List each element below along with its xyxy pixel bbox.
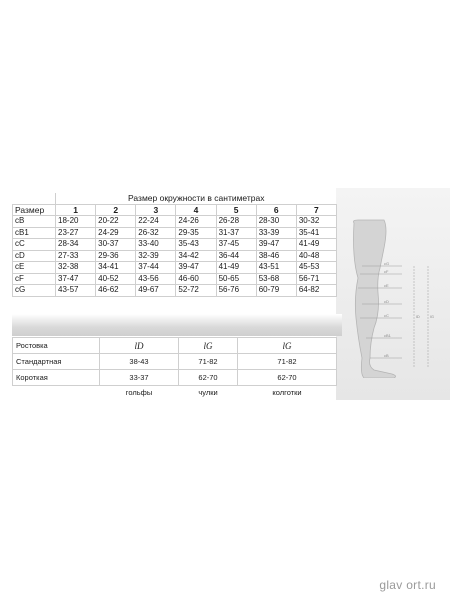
size-cell: 32-39	[136, 250, 176, 262]
size-cell: 33-40	[136, 239, 176, 251]
size-row-label: cD	[13, 250, 56, 262]
leg-measurement-figure	[344, 218, 444, 378]
figure-label-cB: cB	[384, 353, 389, 358]
size-header-row	[13, 204, 337, 216]
size-number: 3	[136, 204, 176, 216]
size-cell: 40-48	[296, 250, 336, 262]
size-cell: 24-29	[96, 227, 136, 239]
divider-band	[12, 314, 342, 336]
figure-label-cD: cD	[384, 299, 389, 304]
size-cell: 18-20	[56, 216, 96, 228]
size-number: 6	[256, 204, 296, 216]
size-cell: 37-44	[136, 262, 176, 274]
size-cell: 26-32	[136, 227, 176, 239]
length-footer-row	[13, 386, 337, 399]
length-cell: 62-70	[238, 370, 337, 386]
size-cell: 40-52	[96, 273, 136, 285]
length-row	[13, 354, 337, 370]
size-cell: 29-35	[176, 227, 216, 239]
size-cell: 64-82	[296, 285, 336, 297]
size-cell: 52-72	[176, 285, 216, 297]
size-cell: 37-47	[56, 273, 96, 285]
size-cell: 29-36	[96, 250, 136, 262]
size-row-label: cB	[13, 216, 56, 228]
size-cell: 28-30	[256, 216, 296, 228]
size-cell: 26-28	[216, 216, 256, 228]
size-row	[13, 285, 337, 297]
length-column-header: lD	[100, 338, 179, 354]
length-column-header: lG	[238, 338, 337, 354]
size-cell: 60-79	[256, 285, 296, 297]
size-cell: 56-71	[296, 273, 336, 285]
size-row-label: cE	[13, 262, 56, 274]
size-cell: 39-47	[176, 262, 216, 274]
size-cell: 43-56	[136, 273, 176, 285]
size-cell: 33-39	[256, 227, 296, 239]
size-number: 2	[96, 204, 136, 216]
size-cell: 50-65	[216, 273, 256, 285]
size-cell: 24-26	[176, 216, 216, 228]
size-cell: 35-43	[176, 239, 216, 251]
size-table-title: Размер окружности в сантиметрах	[56, 193, 337, 204]
size-cell: 41-49	[216, 262, 256, 274]
length-table	[12, 337, 337, 398]
figure-label-lD: lD	[416, 314, 420, 319]
size-row-label: cF	[13, 273, 56, 285]
size-cell: 27-33	[56, 250, 96, 262]
figure-label-cE: cE	[384, 283, 389, 288]
size-cell: 49-67	[136, 285, 176, 297]
size-row	[13, 273, 337, 285]
size-cell: 30-32	[296, 216, 336, 228]
size-cell: 56-76	[216, 285, 256, 297]
size-cell: 43-51	[256, 262, 296, 274]
size-cell: 53-68	[256, 273, 296, 285]
size-label: Размер	[13, 204, 56, 216]
product-label-tights: колготки	[272, 387, 302, 397]
size-cell: 36-44	[216, 250, 256, 262]
size-row	[13, 227, 337, 239]
figure-label-cC: cC	[384, 313, 389, 318]
size-row-label: cB1	[13, 227, 56, 239]
length-cell: 71-82	[179, 354, 238, 370]
figure-label-lG: lG	[430, 314, 434, 319]
length-row-label: Стандартная	[13, 354, 100, 370]
length-header-row	[13, 338, 337, 354]
size-cell: 30-37	[96, 239, 136, 251]
figure-label-cF: cF	[384, 269, 389, 274]
size-cell: 46-62	[96, 285, 136, 297]
watermark: glav ort.ru	[379, 578, 436, 592]
size-cell: 20-22	[96, 216, 136, 228]
length-row-label: Короткая	[13, 370, 100, 386]
figure-label-cB1: cB1	[384, 333, 391, 338]
size-cell: 23-27	[56, 227, 96, 239]
leg-silhouette	[354, 220, 396, 378]
size-cell: 38-46	[256, 250, 296, 262]
size-cell: 34-41	[96, 262, 136, 274]
size-table-title-row	[13, 193, 337, 204]
size-row-label: cG	[13, 285, 56, 297]
size-number: 5	[216, 204, 256, 216]
size-row-label: cC	[13, 239, 56, 251]
size-cell: 35-41	[296, 227, 336, 239]
size-cell: 32-38	[56, 262, 96, 274]
figure-label-cG: cG	[384, 261, 390, 266]
size-row	[13, 262, 337, 274]
size-cell: 41-49	[296, 239, 336, 251]
size-cell: 39-47	[256, 239, 296, 251]
size-cell: 37-45	[216, 239, 256, 251]
size-cell: 45-53	[296, 262, 336, 274]
size-cell: 46-60	[176, 273, 216, 285]
length-cell: 62-70	[179, 370, 238, 386]
length-column-header: lG	[179, 338, 238, 354]
size-cell: 31-37	[216, 227, 256, 239]
size-cell: 43-57	[56, 285, 96, 297]
size-cell: 28-34	[56, 239, 96, 251]
size-cell: 34-42	[176, 250, 216, 262]
length-cell: 38-43	[100, 354, 179, 370]
size-number: 7	[296, 204, 336, 216]
product-label-stockings: чулки	[198, 387, 218, 397]
length-row	[13, 370, 337, 386]
size-number: 1	[56, 204, 96, 216]
size-table	[12, 193, 337, 297]
size-row	[13, 239, 337, 251]
size-row	[13, 250, 337, 262]
length-header-label: Ростовка	[13, 338, 100, 354]
length-cell: 71-82	[238, 354, 337, 370]
size-cell: 22-24	[136, 216, 176, 228]
size-number: 4	[176, 204, 216, 216]
size-row	[13, 216, 337, 228]
product-label-socks: гольфы	[125, 387, 153, 397]
size-table-body	[13, 216, 337, 297]
length-cell: 33-37	[100, 370, 179, 386]
